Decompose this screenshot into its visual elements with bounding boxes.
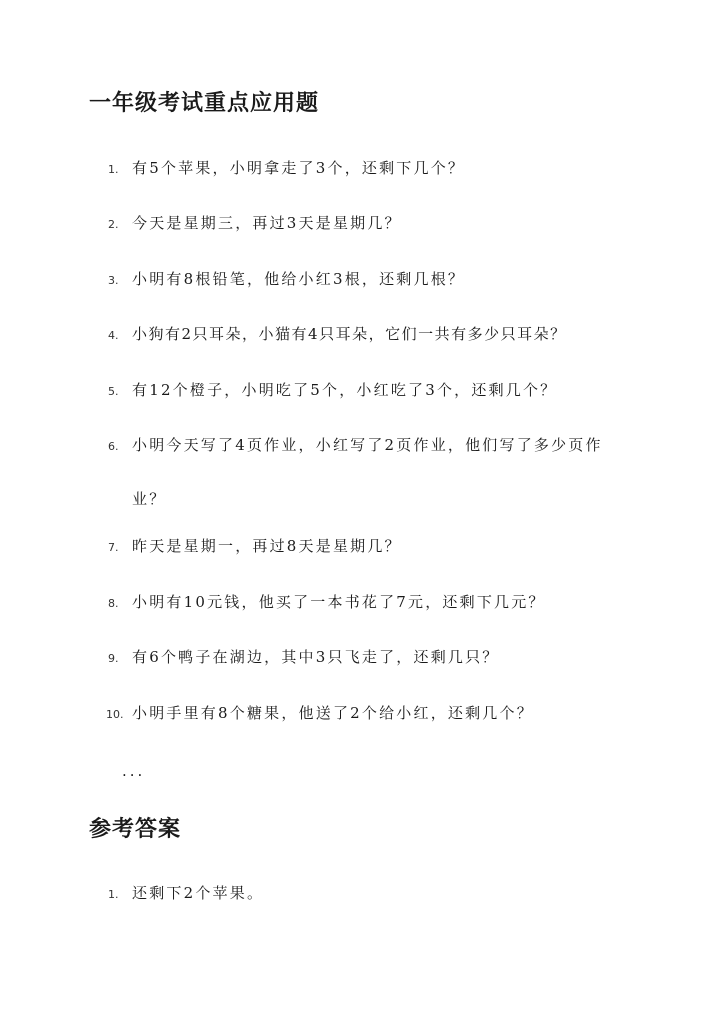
question-number: 8. bbox=[108, 597, 119, 610]
question-text: 小明手里有8个糖果，他送了2个给小红，还剩几个？ bbox=[132, 704, 534, 722]
question-number: 6. bbox=[108, 440, 119, 453]
answer-text: 还剩下2个苹果。 bbox=[132, 884, 265, 902]
question-text: 有12个橙子，小明吃了5个，小红吃了3个，还剩几个？ bbox=[132, 381, 558, 399]
question-text: 小狗有2只耳朵，小猫有4只耳朵，它们一共有多少只耳朵？ bbox=[132, 325, 567, 343]
question-text: 有5个苹果，小明拿走了3个，还剩下几个？ bbox=[132, 159, 466, 177]
question-number: 2. bbox=[108, 218, 119, 231]
question-number: 7. bbox=[108, 541, 119, 554]
question-number: 1. bbox=[108, 163, 119, 176]
question-number: 9. bbox=[108, 652, 119, 665]
page-title: 一年级考试重点应用题 bbox=[89, 90, 320, 116]
question-number: 10. bbox=[106, 708, 124, 721]
question-text: 小明有8根铅笔，他给小红3根，还剩几根？ bbox=[132, 270, 466, 288]
question-text: 小明今天写了4页作业，小红写了2页作业，他们写了多少页作业？ bbox=[132, 436, 603, 508]
question-text: 昨天是星期一，再过8天是星期几？ bbox=[132, 537, 402, 555]
answers-title: 参考答案 bbox=[89, 816, 182, 842]
ellipsis: ... bbox=[122, 762, 146, 780]
question-text: 今天是星期三，再过3天是星期几？ bbox=[132, 214, 402, 232]
answer-number: 1. bbox=[108, 888, 119, 901]
question-number: 5. bbox=[108, 385, 119, 398]
question-text: 有6个鸭子在湖边，其中3只飞走了，还剩几只？ bbox=[132, 648, 500, 666]
question-number: 3. bbox=[108, 274, 119, 287]
question-number: 4. bbox=[108, 329, 119, 342]
question-text: 小明有10元钱，他买了一本书花了7元，还剩下几元？ bbox=[132, 593, 546, 611]
